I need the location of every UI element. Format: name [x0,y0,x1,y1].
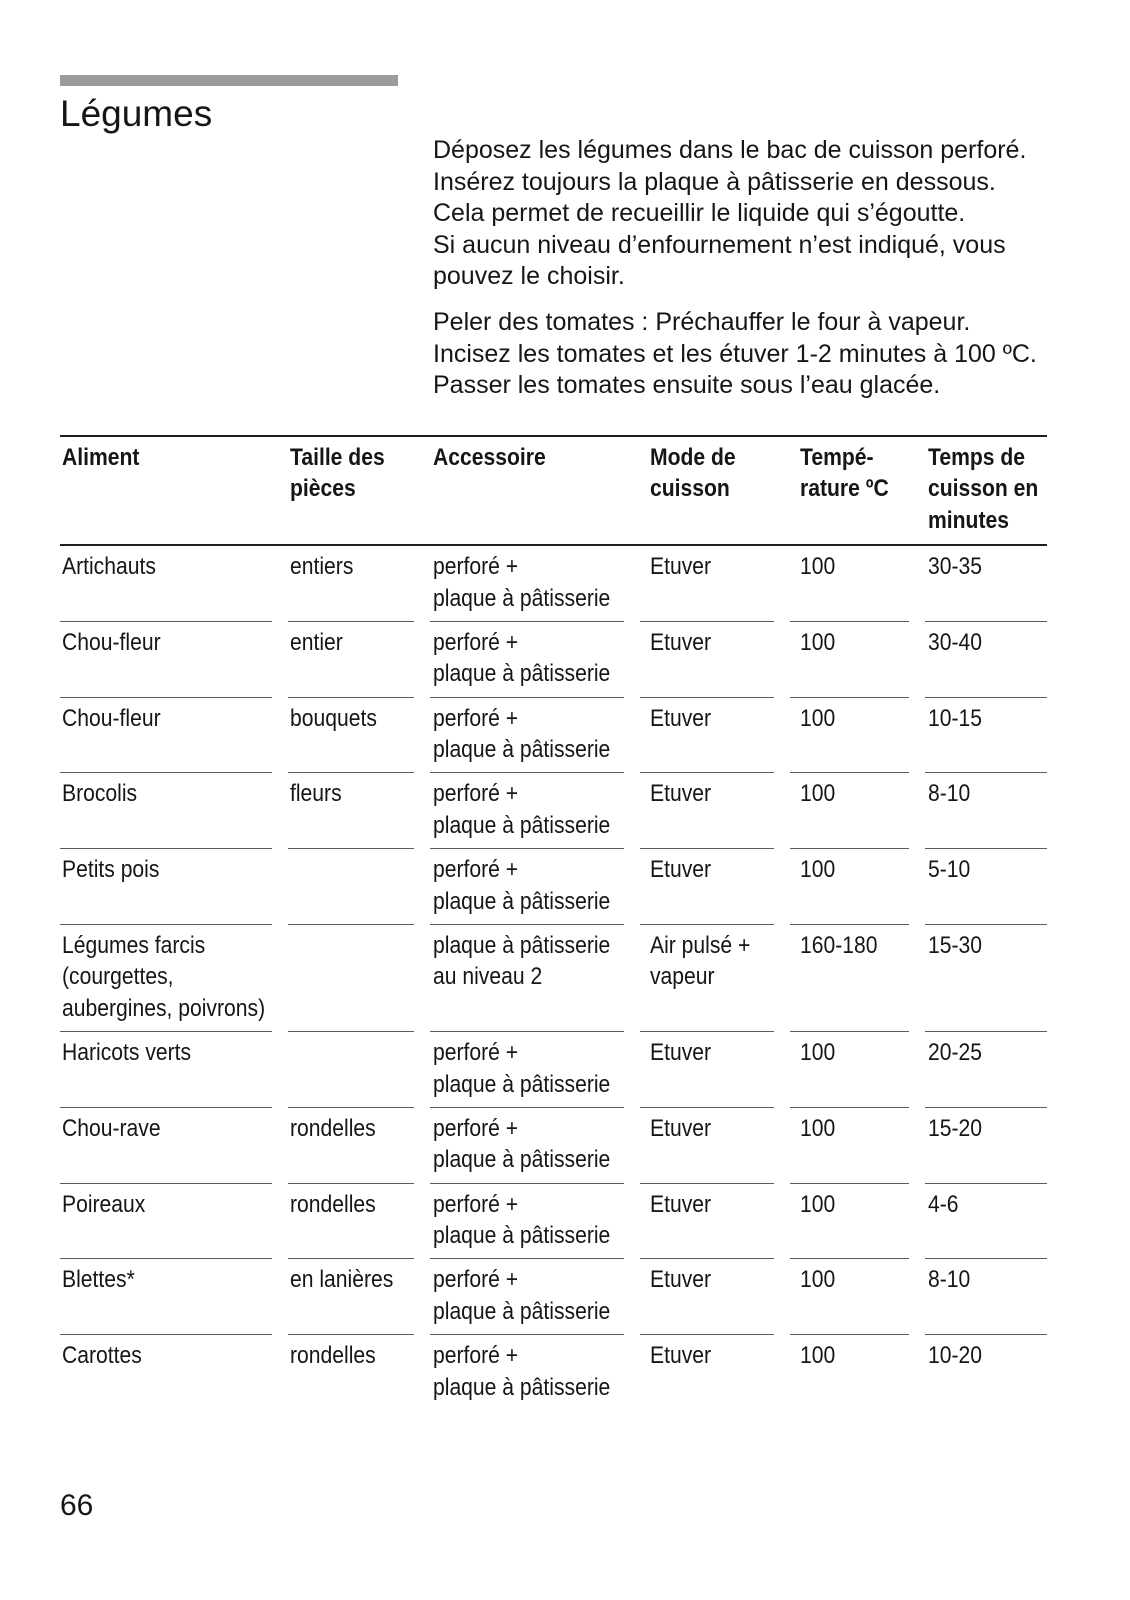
table-cell-taille [288,1184,414,1260]
table-cell-text: 20-25 [928,1039,983,1066]
table-cell-taille [288,925,414,1032]
table-row [60,1032,1047,1108]
table-cell-text: Etuver [650,704,712,732]
table-cell-text: bouquets [290,704,377,732]
column-header-label: Mode de cuisson [650,443,736,502]
table-cell-aliment [60,773,272,849]
table-cell-text: Etuver [650,1190,712,1218]
table-cell-text: 8-10 [928,780,971,808]
table-row [60,1184,1047,1260]
table-cell-accessoire [430,546,624,622]
table-cell-text: 100 [800,780,836,808]
table-cell-temps [925,1335,1047,1410]
table-cell-text: 30-40 [928,628,983,656]
table-cell-text: Etuver [650,1039,712,1066]
table-cell-accessoire [430,1032,624,1108]
table-row [60,773,1047,849]
table-cell-temperature [790,1184,909,1260]
table-cell-text: Etuver [650,553,712,580]
section-title-bar [60,75,398,86]
table-cell-accessoire [430,1259,624,1335]
table-cell-aliment [60,1108,272,1184]
table-cell-temps [925,925,1047,1032]
table-cell-taille [288,1259,414,1335]
page-number: 66 [60,1489,94,1522]
table-cell-text: Chou-fleur [62,628,161,656]
table-cell-text: 15-30 [928,931,983,959]
table-cell-text: 100 [800,1114,836,1142]
table-cell-temps [925,546,1047,622]
table-cell-text: perforé + plaque à pâtisserie [433,780,611,839]
table-cell-text: 10-15 [928,704,983,732]
table-cell-text: perforé + plaque à pâtisserie [433,1114,611,1174]
table-cell-text: Air pulsé + vapeur [650,931,751,991]
table-cell-mode [640,698,774,774]
table-cell-text: Etuver [650,780,712,808]
table-cell-accessoire [430,1108,624,1184]
table-cell-mode [640,1335,774,1410]
column-header-temps [925,442,1047,537]
table-cell-text: Brocolis [62,780,138,808]
table-cell-temperature [790,925,909,1032]
table-cell-mode [640,849,774,925]
intro-text [433,135,1073,416]
table-cell-text: 100 [800,1190,836,1218]
table-cell-accessoire [430,849,624,925]
table-cell-mode [640,925,774,1032]
table-cell-accessoire [430,1184,624,1260]
table-cell-text: 100 [800,856,836,883]
table-cell-text: Etuver [650,1342,712,1369]
table-cell-text: Légumes farcis (courgettes, aubergines, poivrons) [62,931,266,1022]
table-header [60,435,1047,546]
column-header-label: Accessoire [433,443,546,471]
table-cell-temps [925,1032,1047,1108]
table-cell-aliment [60,1032,272,1108]
column-header-label: Tempé- rature ºC [800,443,889,502]
table-cell-aliment [60,698,272,774]
table-cell-aliment [60,849,272,925]
table-cell-text: en lanières [290,1266,394,1294]
table-row [60,849,1047,925]
page-title: Légumes [60,93,213,134]
table-cell-text: 100 [800,1266,836,1294]
table-cell-text: 100 [800,704,836,732]
column-header-label: Temps de cuisson en minutes [928,443,1039,534]
table-cell-temps [925,622,1047,698]
table-cell-taille [288,546,414,622]
table-cell-temps [925,698,1047,774]
table-cell-mode [640,773,774,849]
table-cell-text: 15-20 [928,1114,983,1142]
table-cell-text: Artichauts [62,553,156,580]
column-header-label: Aliment [62,443,140,471]
table-cell-text: perforé + plaque à pâtisserie [433,628,611,688]
table-cell-text: perforé + plaque à pâtisserie [433,1190,611,1249]
table-cell-taille [288,1335,414,1410]
table-cell-temps [925,849,1047,925]
table-cell-mode [640,546,774,622]
table-cell-aliment [60,1184,272,1260]
table-cell-temperature [790,849,909,925]
table-cell-taille [288,622,414,698]
table-cell-text: Petits pois [62,856,160,883]
table-cell-text: Blettes* [62,1266,135,1294]
table-cell-text: Etuver [650,1266,712,1294]
table-cell-text: perforé + plaque à pâtisserie [433,553,611,612]
table-row [60,622,1047,698]
table-cell-text: 10-20 [928,1342,983,1369]
table-cell-text: Chou-fleur [62,704,161,732]
table-cell-temperature [790,698,909,774]
table-cell-text: entier [290,628,343,656]
table-cell-temps [925,1184,1047,1260]
table-cell-text: 100 [800,1342,836,1369]
table-cell-text: fleurs [290,780,342,808]
table-cell-mode [640,1259,774,1335]
table-row [60,1108,1047,1184]
table-cell-temperature [790,546,909,622]
table-cell-temperature [790,1259,909,1335]
table-cell-text: 160-180 [800,931,878,959]
table-row [60,925,1047,1032]
table-cell-text: rondelles [290,1114,376,1142]
table-cell-text: Poireaux [62,1190,146,1218]
column-header-temperature [790,442,909,537]
table-cell-aliment [60,1335,272,1410]
table-row [60,546,1047,622]
table-cell-aliment [60,622,272,698]
table-cell-text: entiers [290,553,354,580]
table-cell-temperature [790,1032,909,1108]
column-header-mode [640,442,774,537]
table-cell-temperature [790,622,909,698]
table-cell-text: Etuver [650,856,712,883]
table-row [60,1259,1047,1335]
column-header-accessoire [430,442,624,537]
table-cell-taille [288,1108,414,1184]
table-row [60,698,1047,774]
table-cell-text: rondelles [290,1190,376,1218]
table-cell-accessoire [430,925,624,1032]
column-header-aliment [60,442,272,537]
table-cell-text: 4-6 [928,1190,959,1218]
table-cell-aliment [60,546,272,622]
table-cell-text: perforé + plaque à pâtisserie [433,1342,611,1401]
table-cell-taille [288,698,414,774]
table-row [60,1335,1047,1410]
table-cell-text: 5-10 [928,856,971,883]
table-cell-text: 100 [800,1039,836,1066]
table-cell-aliment [60,1259,272,1335]
table-body [60,546,1047,1410]
table-cell-text: Carottes [62,1342,142,1369]
table-cell-text: perforé + plaque à pâtisserie [433,856,611,915]
table-cell-text: perforé + plaque à pâtisserie [433,1039,611,1098]
table-cell-accessoire [430,1335,624,1410]
table-cell-text: rondelles [290,1342,376,1369]
intro-paragraph: Déposez les légumes dans le bac de cuisson perforé. Insérez toujours la plaque à pâtisserie en dessous. Cela permet de recueillir le liquide qui s’égoutte. Si aucun niveau d’enfournement n’est indiqué, vous pouvez le choisir. [433,136,1027,290]
table-cell-aliment [60,925,272,1032]
table-cell-temps [925,773,1047,849]
table-cell-text: Haricots verts [62,1039,192,1066]
table-cell-temperature [790,1335,909,1410]
table-cell-taille [288,1032,414,1108]
column-header-label: Taille des pièces [290,443,385,502]
table-cell-temperature [790,1108,909,1184]
table-cell-mode [640,1032,774,1108]
column-header-taille [288,442,414,537]
table-cell-text: 100 [800,628,836,656]
table-cell-text: plaque à pâtisserie au niveau 2 [433,931,611,991]
table-cell-text: Chou-rave [62,1114,161,1142]
table-cell-text: Etuver [650,628,712,656]
table-cell-accessoire [430,698,624,774]
table-cell-mode [640,622,774,698]
table-cell-temps [925,1108,1047,1184]
table-cell-text: perforé + plaque à pâtisserie [433,704,611,763]
table-cell-taille [288,849,414,925]
table-cell-taille [288,773,414,849]
intro-paragraph: Peler des tomates : Préchauffer le four à vapeur. Incisez les tomates et les étuver 1-2 minutes à 100 ºC. Passer les tomates ensuite sous l’eau glacée. [433,308,1037,399]
table-cell-text: 30-35 [928,553,983,580]
table-cell-mode [640,1184,774,1260]
cooking-table [60,435,1047,1410]
table-cell-text: 8-10 [928,1266,971,1294]
table-cell-accessoire [430,773,624,849]
table-cell-temperature [790,773,909,849]
table-cell-text: perforé + plaque à pâtisserie [433,1266,611,1325]
table-cell-accessoire [430,622,624,698]
table-cell-text: 100 [800,553,836,580]
table-cell-temps [925,1259,1047,1335]
table-cell-mode [640,1108,774,1184]
table-cell-text: Etuver [650,1114,712,1142]
